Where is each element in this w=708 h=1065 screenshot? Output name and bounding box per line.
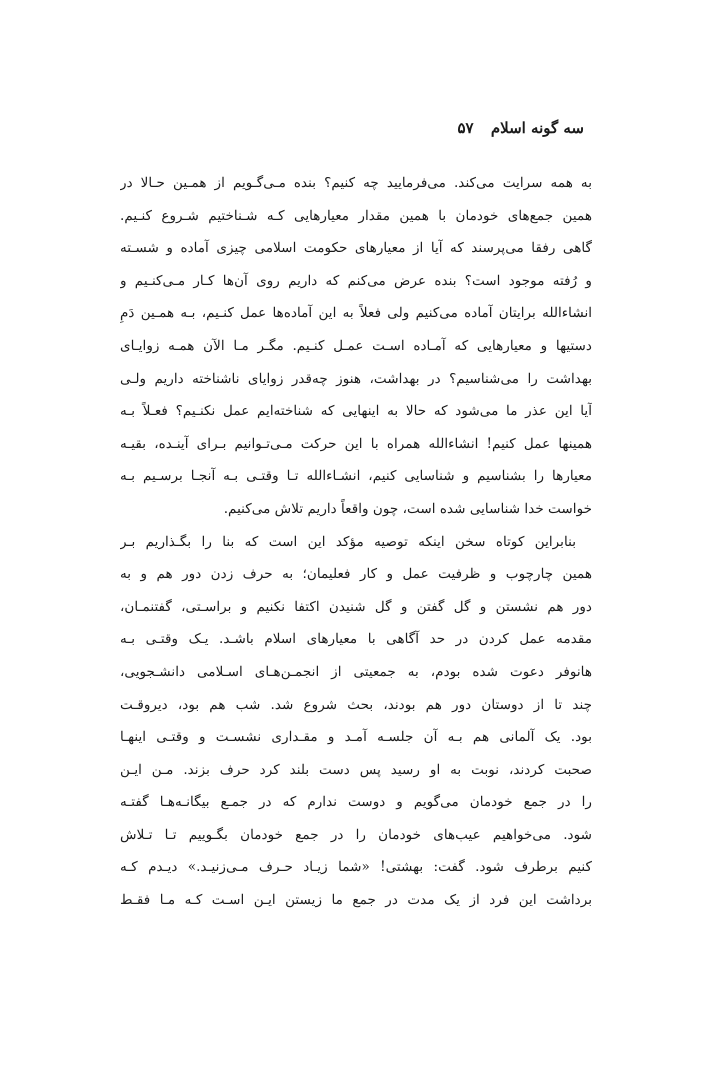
text-line: همین چارچوب و ظرفیت عمل و کار فعلیمان؛ به حرف زدن دور هم و به xyxy=(120,566,592,583)
text-line: بهداشت را می‌شناسیم؟ در بهداشت، هنوز چه‌قدر زوایای ناشناخته داریم ولـی xyxy=(120,370,592,387)
text-line: همین جمع‌های خودمان با همین مقدار معیارهایی کـه شـناختیم شـروع کنـیم. xyxy=(120,207,592,224)
text-line: گاهی رفقا می‌پرسند که آیا از معیارهای حکومت اسلامی چیزی آماده و شسـته xyxy=(120,240,592,257)
text-line: دستیها و معیارهایی که آمـاده اسـت عمـل کنـیم. مگـر مـا الآن همـه زوایـای xyxy=(120,337,592,354)
body-text xyxy=(120,167,592,917)
text-line: و رُفته موجود است؟ بنده عرض می‌کنم که داریم روی آن‌ها کـار مـی‌کنـیم و xyxy=(120,272,592,289)
text-line: بود. یک آلمانی هم بـه آن جلسـه آمـد و مقـداری نشسـت و وقتـی اینهـا xyxy=(120,729,592,746)
paragraph xyxy=(120,167,592,526)
chapter-title: سه گونه اسلام xyxy=(490,119,584,137)
text-line: برداشت این فرد از یک مدت در جمع ما زیستن ایـن اسـت کـه مـا فقـط xyxy=(120,892,592,909)
text-line: به همه سرایت می‌کند. می‌فرمایید چه کنیم؟ بنده مـی‌گـویم از همـین حـالا در xyxy=(120,175,592,191)
text-line: بنابراین کوتاه سخن اینکه توصیه مؤکد این است که بنا را بگـذاریم بـر xyxy=(120,533,576,550)
text-line: همینها عمل کنیم! انشاءالله همراه با این حرکت مـی‌تـوانیم بـرای آینـده، بقیـه xyxy=(120,435,592,452)
text-line: دور هم نشستن و گل گفتن و گل شنیدن اکتفا نکنیم و براسـتی، گفتنمـان، xyxy=(120,598,592,615)
text-line: را در جمع خودمان می‌گویم و دوست ندارم که در جمـع بیگانـه‌هـا گفتـه xyxy=(120,794,592,811)
text-line: مقدمه عمل کردن در حد آگاهی با معیارهای اسلام باشـد. یـک وقتـی بـه xyxy=(120,631,592,648)
text-line: انشاءالله برایتان آماده می‌کنیم ولی فعلاً به این آماده‌ها عمل کنـیم، بـه همـین دَمِ xyxy=(120,305,592,322)
text-line: کنیم برطرف شود. گفت: بهشتی! «شما زیـاد حـرف مـی‌زنیـد.» دیـدم کـه xyxy=(120,859,592,876)
text-line: شود. می‌خواهیم عیب‌های خودمان را در جمع خودمان بگـوییم تـا تـلاش xyxy=(120,826,592,843)
text-line: چند تا از دوستان دور هم بودند، بحث شروع شد. شب هم بود، دیروقـت xyxy=(120,696,592,713)
text-line: خواست خدا شناسایی شده است، چون واقعاً داریم تلاش می‌کنیم. xyxy=(223,500,592,517)
page-number: ۵۷ xyxy=(457,119,474,137)
paragraph xyxy=(120,526,592,917)
text-line: هانوفر دعوت شده بودم، به جمعیتی از انجمـن‌هـای اسـلامی دانشـجویی، xyxy=(120,663,592,680)
running-header xyxy=(120,116,584,140)
text-line: آیا این عذر ما می‌شود که حالا به اینهایی که شناخته‌ایم عمل نکنـیم؟ فعـلاً بـه xyxy=(120,403,592,420)
text-line: صحبت کردند، نوبت به او رسید پس دست بلند کرد حرف بزند. مـن ایـن xyxy=(120,761,592,778)
text-line: معیارها را بشناسیم و شناسایی کنیم، انشـاءالله تـا وقتـی بـه آنجـا برسـیم بـه xyxy=(120,468,592,485)
